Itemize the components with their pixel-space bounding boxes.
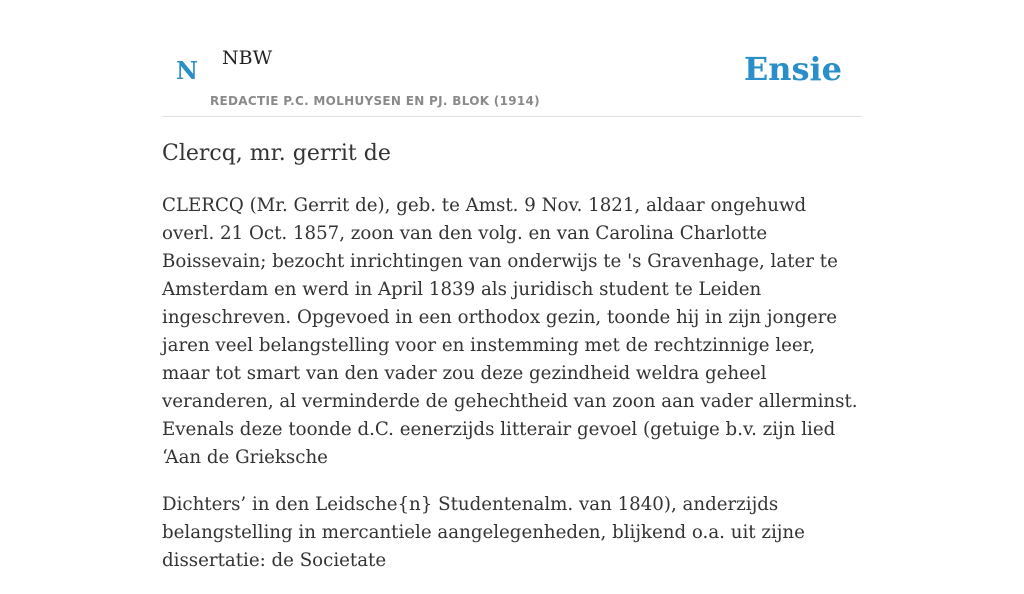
header: [162, 0, 862, 117]
article-paragraph: Dichters’ in den Leidsche{n} Studentenalm. van 1840), anderzijds belangstelling in mercantiele aangelegenheden, blijkend o.a. uit zijne dissertatie: de Societate: [162, 494, 805, 571]
source-subtitle: REDACTIE P.C. MOLHUYSEN EN PJ. BLOK (1914): [210, 94, 540, 108]
brand-logo[interactable]: Ensie: [743, 50, 842, 88]
article-body: [162, 192, 862, 594]
source-logo-icon[interactable]: N: [176, 56, 198, 85]
source-name[interactable]: NBW: [222, 47, 273, 69]
page-title: Clercq, mr. gerrit de: [162, 141, 391, 166]
article-paragraph: CLERCQ (Mr. Gerrit de), geb. te Amst. 9 Nov. 1821, aldaar ongehuwd overl. 21 Oct. 1857, zoon van den volg. en van Carolina Charlotte Boissevain; bezocht inrichtingen van onderwijs te 's Gravenhage, later te Amsterdam en werd in April 1839 als juridisch student te Leiden ingeschreven. Opgevoed in een orthodox gezin, toonde hij in zijn jongere jaren veel belangstelling voor en instemming met de rechtzinnige leer, maar tot smart van den vader zou deze gezindheid weldra geheel veranderen, al verminderde de gehechtheid van zoon aan vader allerminst. Evenals deze toonde d.C. eenerzijds litterair gevoel (getuige b.v. zijn lied ‘Aan de Grieksche: [162, 195, 858, 468]
